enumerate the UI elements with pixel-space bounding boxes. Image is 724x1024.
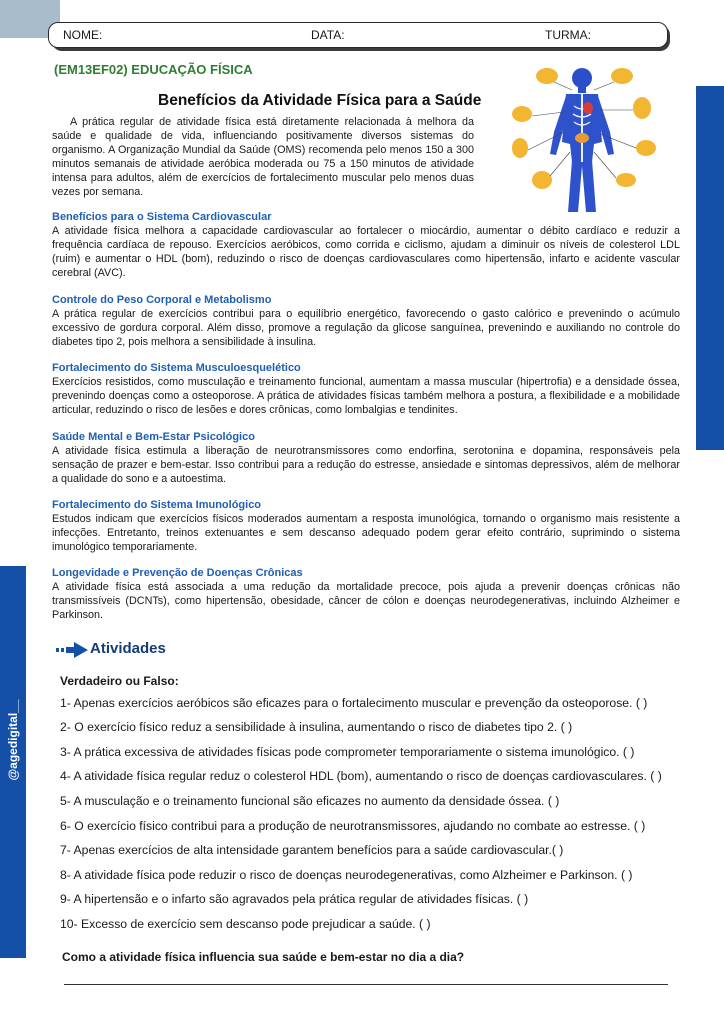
question-item: 9- A hipertensão e o infarto são agravados pela prática regular de atividades físicas. ( ) bbox=[60, 892, 529, 906]
page-title: Benefícios da Atividade Física para a Saúde bbox=[158, 92, 482, 109]
section-text-metabolism: A prática regular de exercícios contribui para o equilíbrio energético, favorecendo o gasto calórico e prevenindo o acúmulo excessivo de gordura corporal. Além disso, promove a regulação da glicose sanguínea, prevenindo e auxiliando no controle do diabetes tipo 2, pois melhora a sensibilidade à insulina. bbox=[52, 308, 680, 348]
section-text-mental-health: A atividade física estimula a liberação de neurotransmissores como endorfina, serotonina e dopamina, responsáveis pela sensação de prazer e bem-estar. Isso contribui para a redução do estresse, ansiedade e sintomas depressivos, além de melhorar a qualidade do sono e a autoestima. bbox=[52, 445, 680, 485]
section-text-longevity: A atividade física está associada a uma redução da mortalidade precoce, pois ajuda a prevenir doenças crônicas não transmissíveis (DCNTs), como hipertensão, obesidade, câncer de cólon e doenças neurodegenerativas, incluindo Alzheimer e Parkinson. bbox=[52, 581, 680, 621]
section-text-musculoskeletal: Exercícios resistidos, como musculação e treinamento funcional, aumentam a massa muscular (hipertrofia) e a densidade óssea, prevenindo doenças como a osteoporose. A prática de atividades físicas também melhora a postura, a flexibilidade e a mobilidade articular, reduzindo o risco de lesões e dores crônicas, como lombalgias e tendinites. bbox=[52, 376, 680, 416]
section-text-cardiovascular: A atividade física melhora a capacidade cardiovascular ao fortalecer o miocárdio, aumentar o débito cardíaco e reduzir a frequência cardíaca de repouso. Exercícios aeróbicos, como corrida e ciclismo, ajudam a diminuir os níveis de colesterol LDL (ruim) e aumentar o HDL (bom), reduzindo o risco de doenças cardiovasculares como hipertensão, infarto e acidente vascular cerebral (AVC). bbox=[52, 225, 680, 279]
section-title-mental-health: Saúde Mental e Bem-Estar Psicológico bbox=[52, 431, 255, 443]
question-item: 7- Apenas exercícios de alta intensidade garantem benefícios para a saúde cardiovascular.( ) bbox=[60, 843, 564, 857]
student-header bbox=[48, 22, 668, 48]
open-question: Como a atividade física influencia sua saúde e bem-estar no dia a dia? bbox=[62, 950, 465, 964]
section-title-musculoskeletal: Fortalecimento do Sistema Musculoesquelético bbox=[52, 362, 301, 374]
section-text-immune: Estudos indicam que exercícios físicos moderados aumentam a resposta imunológica, tornando o organismo mais resistente a infecções. Entretanto, treinos extenuantes e sem descanso adequado podem gerar efeito contrário, suprimindo o sistema imunológico temporariamente. bbox=[52, 513, 680, 553]
section-title-metabolism: Controle do Peso Corporal e Metabolismo bbox=[52, 294, 272, 306]
question-item: 1- Apenas exercícios aeróbicos são eficazes para o fortalecimento muscular e prevenção da osteoporose. ( ) bbox=[60, 696, 648, 710]
section-title-cardiovascular: Benefícios para o Sistema Cardiovascular bbox=[52, 211, 272, 223]
intro-paragraph: A prática regular de atividade física está diretamente relacionada à melhora da saúde e qualidade de vida, influenciando positivamente diversos sistemas do organismo. A Organização Mundial da Saúde (OMS) recomenda pelo menos 150 a 300 minutos semanais de atividade aeróbica moderada ou 75 a 150 minutos de atividade intensa para adultos, além de exercícios de fortalecimento muscular pelo menos duas vezes por semana. bbox=[52, 116, 474, 198]
arrow-right-icon bbox=[56, 642, 88, 658]
activities-title: Atividades bbox=[90, 640, 166, 657]
question-item: 6- O exercício físico contribui para a produção de neurotransmissores, ajudando no combate ao estresse. ( ) bbox=[60, 819, 646, 833]
question-item: 8- A atividade física pode reduzir o risco de doenças neurodegenerativas, como Alzheimer e Parkinson. ( ) bbox=[60, 868, 633, 882]
right-accent-bar bbox=[696, 86, 724, 450]
curriculum-code: (EM13EF02) EDUCAÇÃO FÍSICA bbox=[54, 62, 253, 77]
question-item: 4- A atividade física regular reduz o colesterol HDL (bom), aumentando o risco de doenças cardiovasculares. ( ) bbox=[60, 769, 662, 783]
section-title-longevity: Longevidade e Prevenção de Doenças Crônicas bbox=[52, 567, 303, 579]
question-item: 3- A prática excessiva de atividades físicas pode comprometer temporariamente o sistema imunológico. ( ) bbox=[60, 745, 635, 759]
name-label: NOME: bbox=[63, 28, 103, 42]
human-body-organs-illustration bbox=[502, 62, 662, 220]
true-false-title: Verdadeiro ou Falso: bbox=[60, 674, 179, 688]
section-title-immune: Fortalecimento do Sistema Imunológico bbox=[52, 499, 262, 511]
author-handle: @agedigital__ bbox=[6, 699, 20, 781]
answer-line[interactable] bbox=[64, 984, 668, 985]
class-label: TURMA: bbox=[545, 28, 591, 42]
question-item: 5- A musculação e o treinamento funcional são eficazes no aumento da densidade óssea. ( ) bbox=[60, 794, 560, 808]
date-label: DATA: bbox=[311, 28, 345, 42]
question-item: 10- Excesso de exercício sem descanso pode prejudicar a saúde. ( ) bbox=[60, 917, 431, 931]
question-item: 2- O exercício físico reduz a sensibilidade à insulina, aumentando o risco de diabetes tipo 2. ( ) bbox=[60, 720, 573, 734]
